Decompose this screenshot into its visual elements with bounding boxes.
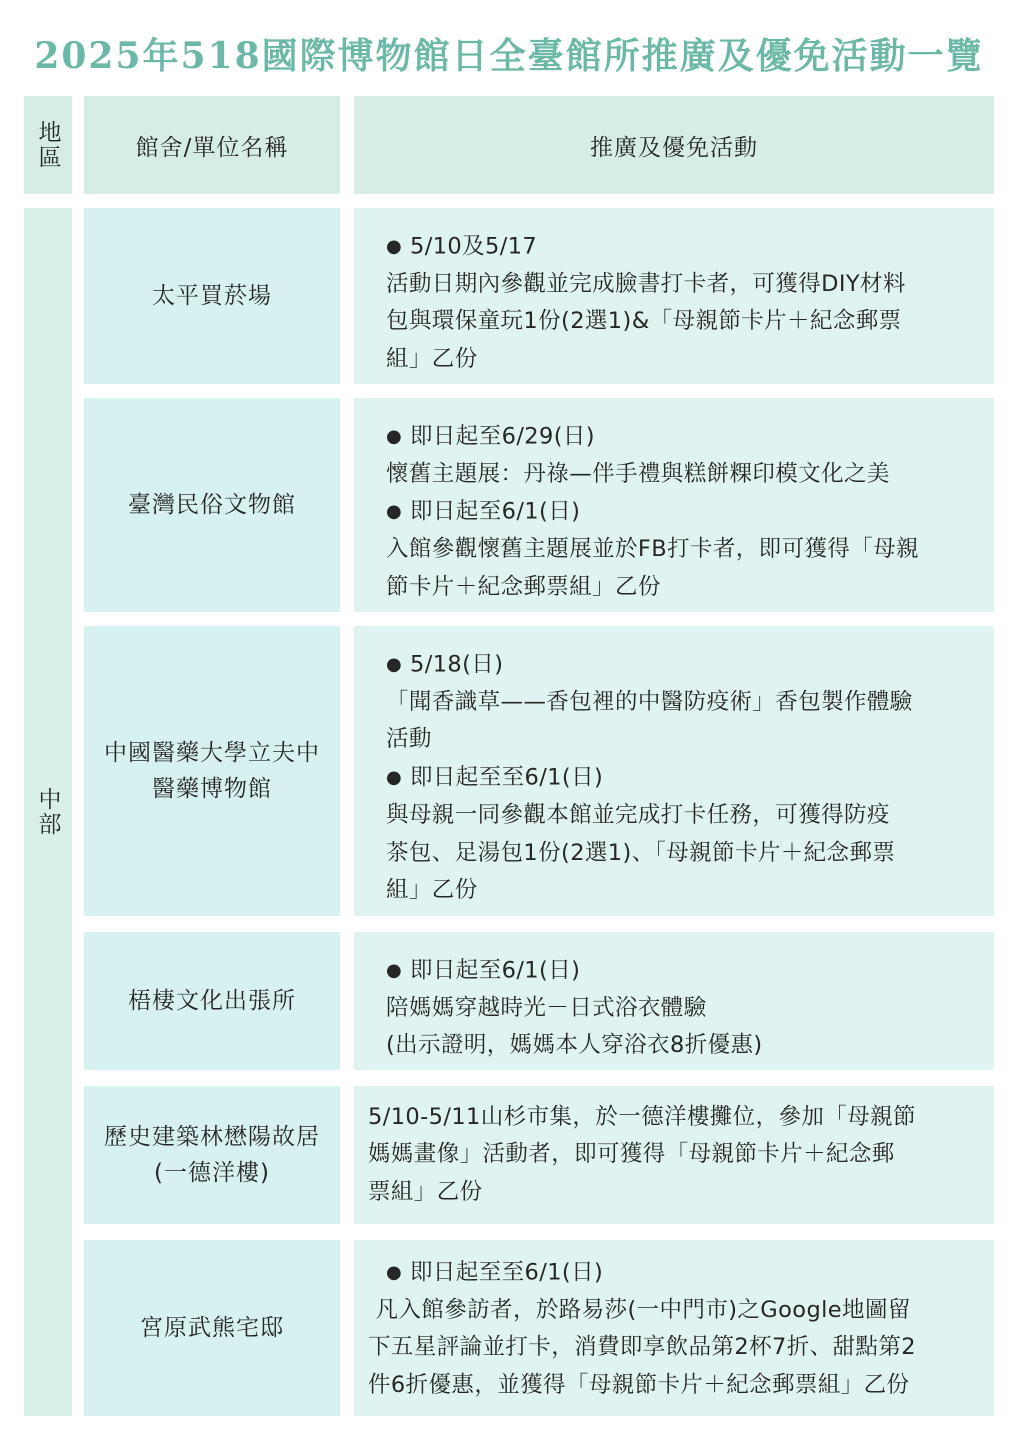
venue-cell: [84, 398, 340, 612]
activity-cell: [354, 1240, 994, 1416]
activity-text: (出示證明，媽媽本人穿浴衣8折優惠): [386, 1032, 763, 1059]
bullet-icon: ●: [386, 501, 403, 523]
region-label: 中部: [34, 787, 61, 837]
activity-cell: [354, 626, 994, 916]
activity-cell: [354, 208, 994, 384]
activity-text: 組」乙份: [386, 346, 478, 373]
venue-name: 中國醫藥大學立夫中 醫藥博物館: [104, 740, 320, 802]
venue-name: 梧棲文化出張所: [128, 988, 296, 1014]
bullet-icon: ●: [386, 960, 403, 981]
activity-text: 包與環保童玩1份(2選1)&「母親節卡片＋紀念郵票: [386, 308, 902, 335]
header-activity-label: 推廣及優免活動: [590, 134, 758, 161]
venue-cell: [84, 932, 340, 1070]
activity-text: 活動: [386, 726, 432, 753]
activity-text: 入館參觀懷舊主題展並於FB打卡者，即可獲得「母親: [386, 536, 919, 563]
activity-text: 5/10-5/11山杉市集，於一德洋樓攤位，參加「母親節: [368, 1103, 916, 1130]
activity-cell: [354, 1086, 994, 1224]
header-venue-label: 館舍/單位名稱: [135, 134, 289, 161]
header-activity-cell: [354, 96, 994, 194]
activity-text: 陪媽媽穿越時光－日式浴衣體驗: [386, 994, 707, 1021]
activity-text: 組」乙份: [386, 877, 478, 904]
activity-date: ● 即日起至至6/1(日): [368, 1254, 974, 1292]
activity-cell: [354, 398, 994, 612]
venue-name: 宮原武熊宅邸: [140, 1315, 284, 1341]
activity-text: 節卡片＋紀念郵票組」乙份: [386, 573, 661, 600]
activity-text: 活動日期內參觀並完成臉書打卡者，可獲得DIY材料: [386, 270, 906, 297]
venue-cell: [84, 208, 340, 384]
activity-text: 凡入館參訪者，於路易莎(一中門市)之Google地圖留: [368, 1296, 911, 1323]
venue-name: 臺灣民俗文物館: [128, 492, 296, 518]
activity-text: 媽媽畫像」活動者，即可獲得「母親節卡片＋紀念郵: [368, 1141, 895, 1168]
bullet-icon: ●: [386, 236, 403, 257]
page-title: 2025年518國際博物館日全臺館所推廣及優免活動一覽: [34, 35, 984, 77]
region-cell: [24, 208, 72, 1416]
activity-text: 件6折優惠，並獲得「母親節卡片＋紀念郵票組」乙份: [368, 1372, 910, 1399]
activity-cell: [354, 932, 994, 1070]
venue-name: 太平買菸場: [152, 283, 272, 309]
header-region-cell: [24, 96, 72, 194]
bullet-icon: ●: [386, 1262, 403, 1283]
activity-date: ● 即日起至至6/1(日): [386, 759, 974, 797]
venue-name: 歷史建築林懋陽故居 (一德洋樓): [104, 1124, 320, 1186]
activity-date: ● 即日起至6/29(日): [386, 418, 974, 456]
activity-date: ● 即日起至6/1(日): [386, 952, 974, 990]
activity-date: ● 5/10及5/17: [386, 228, 974, 266]
activity-text: 與母親一同參觀本館並完成打卡任務，可獲得防疫: [386, 801, 890, 828]
header-venue-cell: [84, 96, 340, 194]
bullet-icon: ●: [386, 426, 403, 447]
header-region-label: 地區: [34, 120, 61, 170]
venue-cell: [84, 1086, 340, 1224]
bullet-icon: ●: [386, 767, 403, 789]
activity-text: 「聞香識草——香包裡的中醫防疫術」香包製作體驗: [386, 688, 913, 715]
bullet-icon: ●: [386, 654, 403, 675]
activity-date: ● 即日起至6/1(日): [386, 493, 974, 531]
activity-date: ● 5/18(日): [386, 646, 974, 684]
activity-text: 懷舊主題展：丹祿—伴手禮與糕餅粿印模文化之美: [386, 460, 890, 487]
activity-text: 票組」乙份: [368, 1178, 483, 1205]
venue-cell: [84, 626, 340, 916]
activity-text: 茶包、足湯包1份(2選1)、「母親節卡片＋紀念郵票: [386, 839, 896, 866]
activity-text: 下五星評論並打卡，消費即享飲品第2杯7折、甜點第2: [368, 1334, 916, 1361]
venue-cell: [84, 1240, 340, 1416]
